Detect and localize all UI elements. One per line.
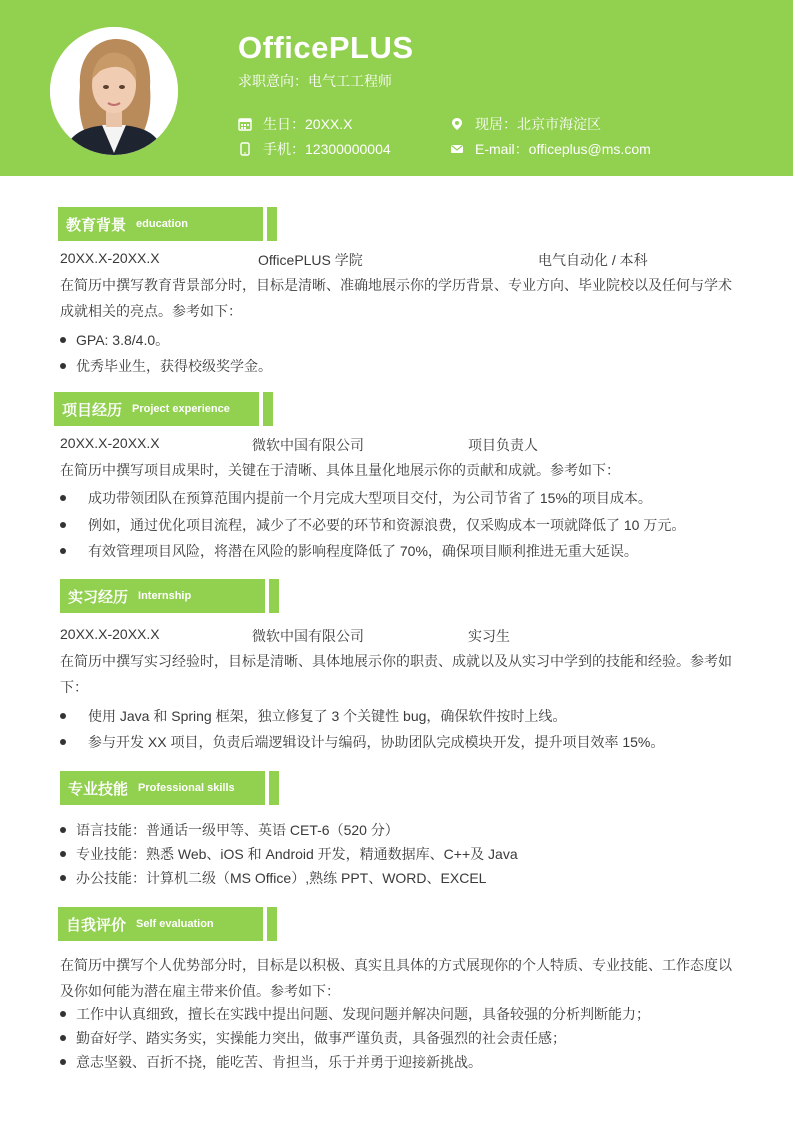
list-item: 成功带领团队在预算范围内提前一个月完成大型项目交付，为公司节省了 15%的项目成本。 <box>60 488 652 508</box>
portrait-photo <box>50 27 178 155</box>
education-period: 20XX.X-20XX.X <box>60 250 160 266</box>
bullet-dot <box>60 851 66 857</box>
candidate-name: OfficePLUS <box>238 30 414 65</box>
list-item: GPA: 3.8/4.0。 <box>60 330 169 350</box>
residence-info <box>450 114 601 134</box>
bullet-dot <box>60 548 66 554</box>
section-title-bar <box>58 907 263 941</box>
section-accent-tab <box>269 579 279 613</box>
email-text: E-mail：officeplus@ms.com <box>475 141 651 157</box>
education-major: 电气自动化 / 本科 <box>538 252 648 268</box>
section-title: 实习经历 <box>68 588 129 606</box>
header-banner <box>0 0 793 176</box>
self-evaluation-description: 在简历中撰写个人优势部分时，目标是以积极、真实且具体的方式展现你的个人特质、专业技能、工作态度以及你如何能为潜在雇主带来价值。参考如下： <box>60 957 732 999</box>
project-company: 微软中国有限公司 <box>252 437 364 453</box>
internship-role: 实习生 <box>468 628 510 644</box>
section-subtitle: education <box>136 218 188 230</box>
section-title: 教育背景 <box>66 216 127 234</box>
birthday-text: 生日：20XX.X <box>263 116 353 132</box>
list-item: 工作中认真细致，擅长在实践中提出问题、发现问题并解决问题，具备较强的分析判断能力； <box>60 1004 650 1024</box>
list-item: 例如，通过优化项目流程，减少了不必要的环节和资源浪费，仅采购成本一项就降低了 10 万元。 <box>60 515 685 535</box>
list-item: 使用 Java 和 Spring 框架，独立修复了 3 个关键性 bug，确保软件按时上线。 <box>60 706 566 726</box>
section-title: 专业技能 <box>68 780 129 798</box>
section-accent-tab <box>263 392 273 426</box>
internship-description: 在简历中撰写实习经验时，目标是清晰、具体地展示你的职责、成就以及从实习中学到的技能和经验。参考如下： <box>60 653 732 695</box>
bullet-dot <box>60 1011 66 1017</box>
section-accent-tab <box>267 907 277 941</box>
internship-period: 20XX.X-20XX.X <box>60 626 160 642</box>
list-item: 优秀毕业生，获得校级奖学金。 <box>60 356 272 376</box>
list-item: 勤奋好学、踏实务实，实操能力突出，做事严谨负责，具备强烈的社会责任感； <box>60 1028 566 1048</box>
avatar <box>50 27 178 155</box>
section-title-bar <box>54 392 259 426</box>
location-pin-icon <box>450 117 464 131</box>
list-item: 语言技能：普通话一级甲等、英语 CET-6（520 分） <box>60 820 399 840</box>
section-title-bar <box>60 771 265 805</box>
bullet-dot <box>60 495 66 501</box>
section-accent-tab <box>267 207 277 241</box>
residence-text: 现居：北京市海淀区 <box>475 116 601 132</box>
birthday-info <box>238 114 352 134</box>
section-subtitle: Project experience <box>132 403 230 415</box>
bullet-dot <box>60 739 66 745</box>
project-role: 项目负责人 <box>468 437 538 453</box>
project-period: 20XX.X-20XX.X <box>60 435 160 451</box>
list-item: 有效管理项目风险，将潜在风险的影响程度降低了 70%，确保项目顺利推进无重大延误。 <box>60 541 638 561</box>
bullet-dot <box>60 363 66 369</box>
section-title: 自我评价 <box>66 916 127 934</box>
bullet-dot <box>60 827 66 833</box>
job-intent: 求职意向：电气工工程师 <box>238 73 392 89</box>
bullet-dot <box>60 875 66 881</box>
section-subtitle: Self evaluation <box>136 918 214 930</box>
section-title: 项目经历 <box>62 401 123 419</box>
section-subtitle: Professional skills <box>138 782 235 794</box>
section-title-bar <box>60 579 265 613</box>
list-item: 专业技能：熟悉 Web、iOS 和 Android 开发，精通数据库、C++及 Java <box>60 844 518 864</box>
internship-company: 微软中国有限公司 <box>252 628 364 644</box>
education-school: OfficePLUS 学院 <box>258 252 363 268</box>
bullet-dot <box>60 522 66 528</box>
bullet-dot <box>60 337 66 343</box>
envelope-icon <box>450 142 464 156</box>
bullet-dot <box>60 1059 66 1065</box>
phone-icon <box>238 142 252 156</box>
bullet-dot <box>60 1035 66 1041</box>
list-item: 办公技能：计算机二级（MS Office）,熟练 PPT、WORD、EXCEL <box>60 868 486 888</box>
education-description: 在简历中撰写教育背景部分时，目标是清晰、准确地展示你的学历背景、专业方向、毕业院校以及任何与学术成就相关的亮点。参考如下： <box>60 277 732 319</box>
section-title-bar <box>58 207 263 241</box>
calendar-icon <box>238 117 252 131</box>
section-subtitle: Internship <box>138 590 192 602</box>
bullet-dot <box>60 713 66 719</box>
email-info <box>450 139 651 159</box>
list-item: 意志坚毅、百折不挠，能吃苦、肯担当，乐于并勇于迎接新挑战。 <box>60 1052 482 1072</box>
section-accent-tab <box>269 771 279 805</box>
phone-info <box>238 139 391 159</box>
phone-text: 手机：12300000004 <box>263 141 391 157</box>
project-description: 在简历中撰写项目成果时，关键在于清晰、具体且量化地展示你的贡献和成就。参考如下： <box>60 462 620 478</box>
list-item: 参与开发 XX 项目，负责后端逻辑设计与编码，协助团队完成模块开发，提升项目效率 15%。 <box>60 732 664 752</box>
